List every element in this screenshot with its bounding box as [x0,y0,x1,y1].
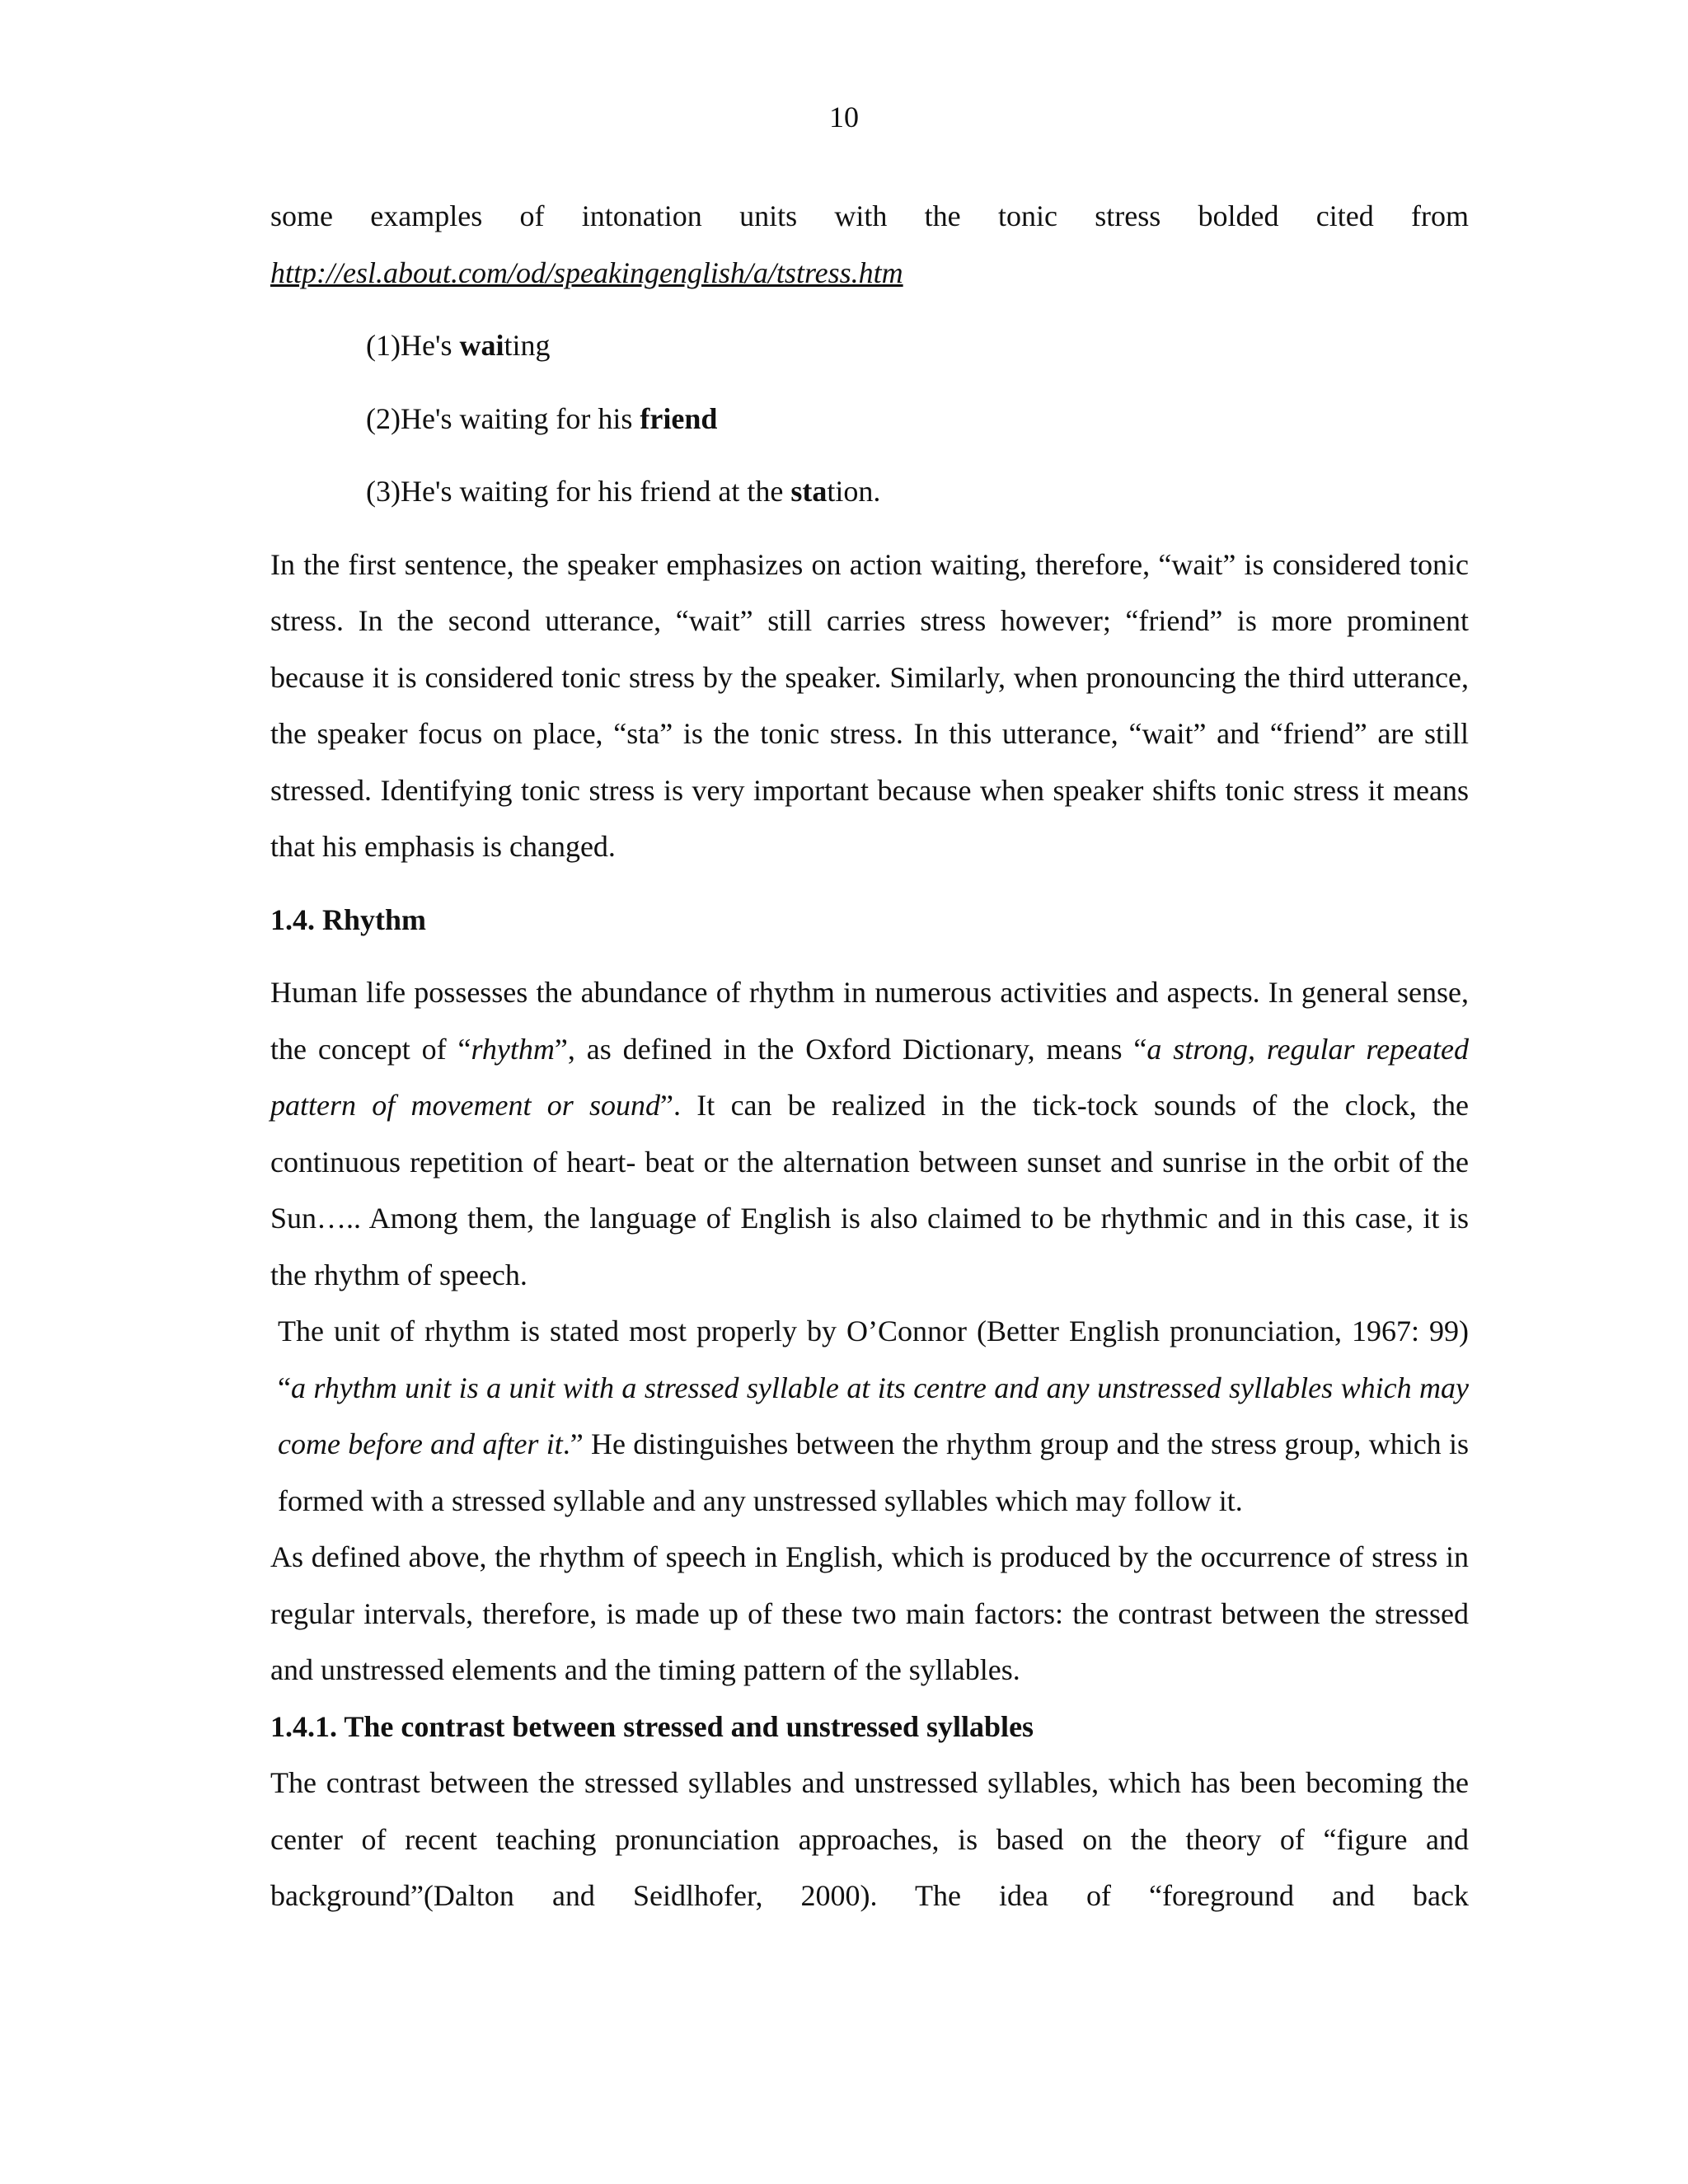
page-number: 10 [829,101,859,134]
example-3-suffix: tion. [827,475,881,508]
example-1-stress: wai [459,329,504,362]
source-link[interactable]: http://esl.about.com/od/speakingenglish/a/tstress.htm [270,255,903,289]
example-2 [366,391,1469,448]
example-3-prefix: (3)He's waiting for his friend at the [366,475,791,508]
oconnor-quote: a rhythm unit is a unit with a stressed syllable at its centre and any unstressed syllables which may come before and after it [278,1371,1469,1460]
heading-rhythm: 1.4. Rhythm [270,902,427,936]
rhythm-text-2: ”, as defined in the Oxford Dictionary, means “ [554,1032,1147,1066]
example-2-prefix: (2)He's waiting for his [366,401,640,435]
intro-line: some examples of intonation units with the tonic stress bolded cited from [270,199,1469,232]
tonic-stress-paragraph: In the first sentence, the speaker emphasizes on action waiting, therefore, “wait” is considered tonic stress. In the second utterance, “wait” still carries stress however; “friend” is more prominent because it is considered tonic stress by the speaker. Similarly, when pronouncing the third utterance, the speaker focus on place, “sta” is the tonic stress. In this utterance, “wait” and “friend” are still stressed. Identifying tonic stress is very important because when speaker shifts tonic stress it means that his emphasis is changed. [270,547,1469,863]
rhythm-definition: a strong, regular repeated pattern of movement or sound [270,1032,1469,1122]
heading-contrast: 1.4.1. The contrast between stressed and unstressed syllables [270,1709,1034,1743]
defined-paragraph: As defined above, the rhythm of speech in English, which is produced by the occurrence of stress in regular intervals, therefore, is made up of these two main factors: the contrast between the stressed and unstressed elements and the timing pattern of the syllables. [270,1540,1469,1686]
example-3 [366,463,1469,520]
oconnor-paragraph [270,1303,1469,1529]
document-body [270,188,1469,1924]
intro-url-line [270,245,1469,302]
example-1 [366,317,1469,374]
rhythm-term: rhythm [471,1032,555,1066]
rhythm-paragraph [270,964,1469,1303]
example-3-stress: sta [790,475,828,508]
example-2-stress: friend [640,401,718,435]
oconnor-text-1: The unit of rhythm is stated most properly by O’Connor (Better English pronunciation, 1967: 99) “ [278,1315,1469,1404]
contrast-paragraph: The contrast between the stressed syllables and unstressed syllables, which has been becoming the center of recent teaching pronunciation approaches, is based on the theory of “figure and background”(Dalton and Seidlhofer, 2000). The idea of “foreground and back [270,1766,1469,1912]
oconnor-text-2: .” He distinguishes between the rhythm group and the stress group, which is formed with a stressed syllable and any unstressed syllables which may follow it. [278,1427,1469,1517]
rhythm-text-1: Human life possesses the abundance of rhythm in numerous activities and aspects. In general sense, the concept of “ [270,976,1469,1066]
example-1-suffix: ting [504,329,551,362]
example-1-prefix: (1)He's [366,329,460,362]
rhythm-text-3: ”. It can be realized in the tick-tock sounds of the clock, the continuous repetition of heart- beat or the alternation between sunset and sunrise in the orbit of the Sun….. Among them, the language of English is also claimed to be rhythmic and in this case, it is the rhythm of speech. [270,1089,1469,1291]
